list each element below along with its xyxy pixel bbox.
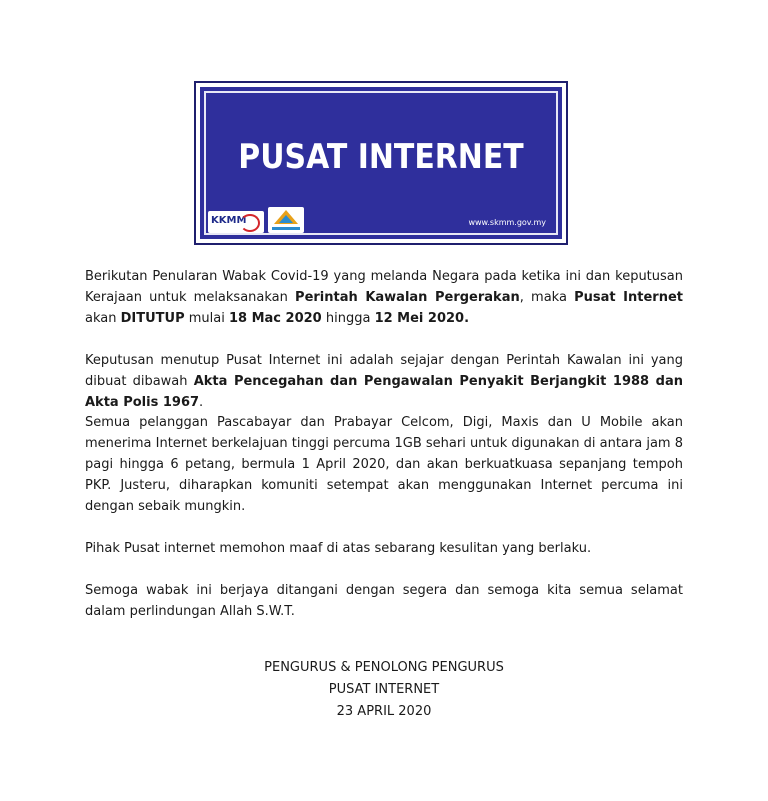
p2-text-c: . xyxy=(199,395,204,410)
p1-bold-pkp: Perintah Kawalan Pergerakan xyxy=(295,290,520,305)
kkmm-logo-icon xyxy=(208,211,264,233)
p1-bold-end-date: 12 Mei 2020. xyxy=(374,311,470,326)
p1-bold-pusat-internet: Pusat Internet xyxy=(574,290,683,305)
p1-text-e: akan xyxy=(85,311,121,326)
paragraph-apology: Pihak Pusat internet memohon maaf di atas sebarang kesulitan yang berlaku. xyxy=(85,541,592,556)
pusat-internet-sign xyxy=(196,83,566,243)
mcmc-inner-triangle-icon xyxy=(279,215,293,223)
paragraph-legal-basis xyxy=(85,350,683,413)
signature-organization: PUSAT INTERNET xyxy=(328,682,440,697)
kkmm-logo-text: KKMM xyxy=(211,215,247,226)
kkmm-swoosh-icon xyxy=(240,214,260,232)
p1-bold-start-date: 18 Mac 2020 xyxy=(228,311,322,326)
paragraph-free-internet: Semua pelanggan Pascabayar dan Prabayar Celcom, Digi, Maxis dan U Mobile akan menerima Internet berkelajuan tinggi percuma 1GB sehari untuk digunakan di antara jam 8 pagi hingga 6 petang, bermula 1 April 2020, dan akan berkuatkuasa sepanjang tempoh PKP. Justeru, diharapkan komuniti setempat akan menggunakan Internet percuma ini dengan sebaik mungkin. xyxy=(85,415,683,514)
p2-bold-acts: Akta Pencegahan dan Pengawalan Penyakit Berjangkit 1988 dan Akta Polis 1967 xyxy=(85,374,683,410)
sign-url: www.skmm.gov.my xyxy=(468,218,546,227)
p1-bold-ditutup: DITUTUP xyxy=(120,311,185,326)
p1-text-i: hingga xyxy=(321,311,375,326)
paragraph-wishes: Semoga wabak ini berjaya ditangani dengan segera dan semoga kita semua selamat dalam perlindungan Allah S.W.T. xyxy=(85,583,683,619)
p1-text-g: mulai xyxy=(184,311,229,326)
signature-date: 23 APRIL 2020 xyxy=(336,704,432,719)
mcmc-bar-icon xyxy=(272,227,300,230)
p2-text-a: Keputusan menutup Pusat Internet ini adalah sejajar dengan Perintah Kawalan ini yang dibuat dibawah xyxy=(85,353,683,389)
p1-text-c: , maka xyxy=(519,290,575,305)
paragraph-closure-notice xyxy=(85,266,683,329)
signature-title: PENGURUS & PENOLONG PENGURUS xyxy=(264,660,504,675)
mcmc-logo-icon xyxy=(268,207,304,233)
p1-text-a: Berikutan Penularan Wabak Covid-19 yang melanda Negara pada ketika ini dan keputusan Kerajaan untuk melaksanakan xyxy=(85,269,683,305)
sign-title: PUSAT INTERNET xyxy=(238,137,524,177)
